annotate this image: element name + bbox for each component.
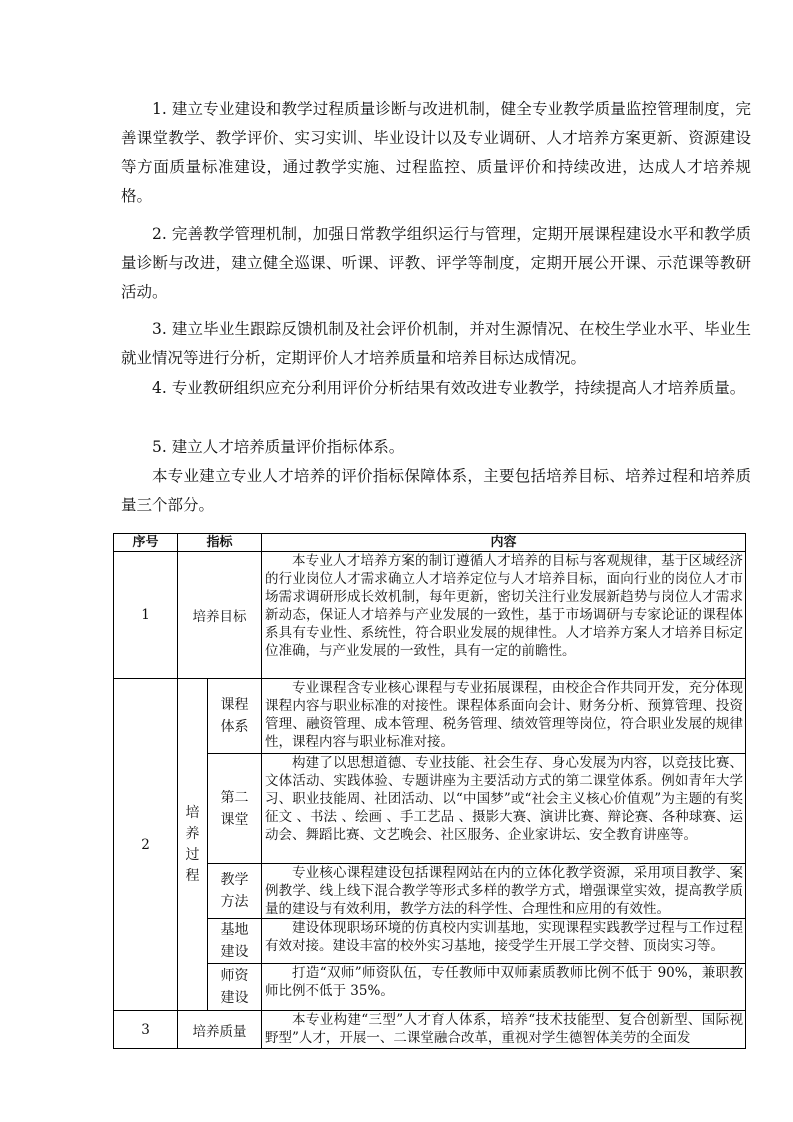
paragraph-2: 2. 完善教学管理机制，加强日常教学组织运行与管理，定期开展课程建设水平和教学质量诊断与改进，建立健全巡课、听课、评教、评学等制度，定期开展公开课、示范课等教研活动。 — [121, 225, 751, 301]
paragraph-4: 4. 专业教研组织应充分利用评价分析结果有效改进专业教学，持续提高人才培养质量。 — [152, 379, 746, 397]
sub-indicator — [208, 679, 262, 754]
sub-indicator-label: 第二课堂 — [220, 789, 249, 828]
table-row — [114, 864, 746, 919]
row-indicator: 培养目标 — [178, 552, 262, 679]
row-num: 3 — [114, 1011, 178, 1049]
paragraph-5: 5. 建立人才培养质量评价指标体系。 — [152, 438, 405, 456]
sub-content: 构建了以思想道德、专业技能、社会生存、身心发展为内容，以竞技比赛、文体活动、实践体验、专题讲座为主要活动方式的第二课堂体系。例如青年大学习、职业技能周、社团活动、以“中国梦”或“社会主义核心价值观”为主题的有奖征文 、书法 、绘画 、手工艺品 、摄影大赛、演讲比赛、辩论赛、各种球赛、运动会、舞蹈比赛、文艺晚会、社区服务、企业家讲坛、安全教育讲座等。 — [262, 754, 746, 864]
header-content: 内容 — [262, 534, 746, 552]
row-num: 2 — [114, 679, 178, 1011]
sub-content: 建设体现职场环境的仿真校内实训基地，实现课程实践教学过程与工作过程有效对接。建设丰富的校外实习基地，接受学生开展工学交替、顶岗实习等。 — [262, 919, 746, 964]
row-indicator-label: 培养过程 — [185, 804, 200, 884]
row-content: 本专业构建“三型”人才育人体系，培养“技术技能型、复合创新型、国际视野型”人才，开展一、二课堂融合改革，重视对学生德智体美劳的全面发 — [262, 1011, 746, 1049]
header-indicator: 指标 — [178, 534, 262, 552]
table-header-row — [114, 534, 746, 552]
sub-indicator — [208, 754, 262, 864]
table-row — [114, 754, 746, 864]
paragraph-1: 1. 建立专业建设和教学过程质量诊断与改进机制，健全专业教学质量监控管理制度，完善课堂教学、教学评价、实习实训、毕业设计以及专业调研、人才培养方案更新、资源建设等方面质量标准建设，通过教学实施、过程监控、质量评价和持续改进，达成人才培养规格。 — [121, 100, 751, 205]
row-indicator-vertical — [178, 679, 208, 1011]
table-row — [114, 679, 746, 754]
header-num: 序号 — [114, 534, 178, 552]
paragraph-3: 3. 建立毕业生跟踪反馈机制及社会评价机制，并对生源情况、在校生学业水平、毕业生就业情况等进行分析，定期评价人才培养质量和培养目标达成情况。 — [121, 320, 751, 367]
row-indicator: 培养质量 — [178, 1011, 262, 1049]
table-row — [114, 964, 746, 1011]
sub-indicator — [208, 864, 262, 919]
sub-indicator-label: 教学方法 — [220, 872, 249, 910]
table-row — [114, 552, 746, 679]
sub-indicator — [208, 919, 262, 964]
sub-content: 打造“双师”师资队伍，专任教师中双师素质教师比例不低于 90%，兼职教师比例不低于 35%。 — [262, 964, 746, 1011]
evaluation-indicator-table — [113, 533, 746, 1049]
table-row — [114, 919, 746, 964]
sub-content: 专业课程含专业核心课程与专业拓展课程，由校企合作共同开发，充分体现课程内容与职业标准的对接性。课程体系面向会计、财务分析、预算管理、投资管理、融资管理、成本管理、税务管理、绩效管理等岗位，符合职业发展的规律性，课程内容与职业标准对接。 — [262, 679, 746, 754]
row-num: 1 — [114, 552, 178, 679]
sub-content: 专业核心课程建设包括课程网站在内的立体化教学资源，采用项目教学、案例教学、线上线下混合教学等形式多样的教学方式，增强课堂实效，提高教学质量的建设与有效利用，教学方法的科学性、合理性和应用的有效性。 — [262, 864, 746, 919]
sub-indicator-label: 基地建设 — [220, 922, 249, 960]
row-content: 本专业人才培养方案的制订遵循人才培养的目标与客观规律，基于区域经济的行业岗位人才需求确立人才培养定位与人才培养目标，面向行业的岗位人才市场需求调研形成长效机制，每年更新，密切关注行业发展新趋势与岗位人才需求新动态，保证人才培养与产业发展的一致性，基于市场调研与专家论证的课程体系具有专业性、系统性，符合职业发展的规律性。人才培养方案人才培养目标定位准确，与产业发展的一致性，具有一定的前瞻性。 — [262, 552, 746, 679]
sub-indicator — [208, 964, 262, 1011]
paragraph-6: 本专业建立专业人才培养的评价指标保障体系，主要包括培养目标、培养过程和培养质量三个部分。 — [121, 467, 751, 514]
sub-indicator-label: 师资建设 — [220, 968, 249, 1006]
table-row — [114, 1011, 746, 1049]
sub-indicator-label: 课程体系 — [220, 697, 249, 735]
